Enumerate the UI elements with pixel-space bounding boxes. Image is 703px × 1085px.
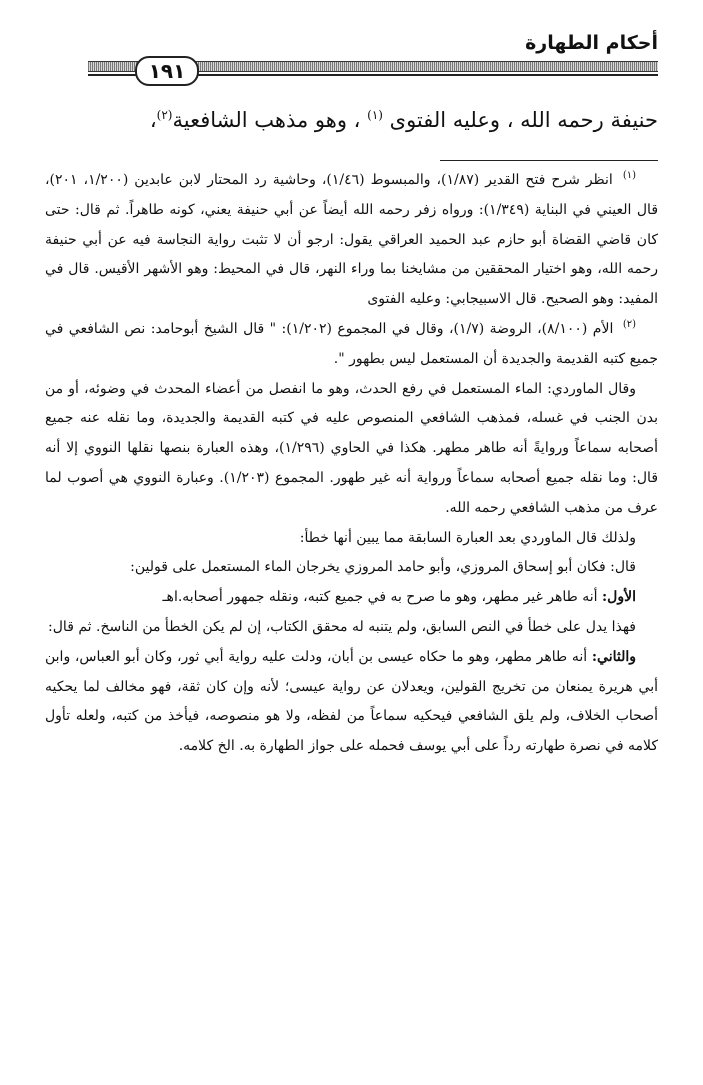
main-text-part-1: حنيفة رحمه الله ، وعليه الفتوى [389,108,658,132]
footnotes-section [45,166,658,762]
paragraph-line: يوسف فحمله على جواز الطهارة به. الخ كلامه. [178,738,447,755]
footnote-1-marker: (١) [622,170,637,182]
paragraph-line: وضوئه، أو من بدن الجنب في غسله، فمذهب الشافعي المنصوص عليه في كتبه القديمة [45,380,659,427]
paragraph-second-opinion [45,643,658,762]
paragraph-line: أنه طاهر مطهر، وهو ما حكاه عيسى بن أبان، ودلت عليه رواية أبي ثور، [177,648,592,665]
paragraph-line: فهذا يدل على خطأ في النص السابق، ولم يتنبه له محقق الكتاب، إن لم يكن الخطأ من [142,618,636,635]
running-header-title: أحكام الطهارة [525,32,658,54]
footnote-2-marker: (٢) [622,319,636,331]
paragraph-line: وكان أبو العباس، وابن أبي هريرة يمنعان من تخريج القولين، ويعدلان عن رواية عيسى؛ لأنه [45,648,658,695]
footnote-line: الاسبيجابي: وعليه الفتوى [367,291,512,308]
footnote-line: مشايخنا بما وراء النهر، قال في المحيط: وهو الأشهر الأقيس. قال في المفيد: وهو الصحيح. قال [45,261,658,308]
paragraph-line: أنه طاهر غير مطهر، وهو ما صرح به في جميع كتبه، ونقله جمهور أصحابه.اهـ [162,589,603,606]
footnote-ref-1: (١) [367,108,383,122]
page-number-badge: ١٩١ [135,56,199,86]
paragraph-line: وقال الماوردي: الماء المستعمل في رفع الحدث، وهو ما انفصل من أعضاء المحدث في [130,380,636,397]
footnote-line: يقول: ارجو أن لا تثبت رواية النجاسة فيه عن أبي حنيفة رحمه الله، وهو اختيار المحققين من [45,231,659,278]
footnote-1 [45,166,658,315]
second-opinion-label: والثاني: [591,648,637,665]
footnote-line: الأم (٨/١٠٠)، الروضة (١/٧)، وقال في المجموع (١/٢٠٢): " قال الشيخ [203,320,614,337]
footnote-separator [440,160,658,161]
paragraph-two-opinions [45,553,658,583]
main-text-part-2: ، وهو مذهب الشافعية [172,108,361,132]
footnote-2 [45,315,658,375]
paragraph-first-opinion [45,583,658,613]
paragraph-line: (١/٢٩٦)، وهذه العبارة بنصها نقلها النووي إلا أنه قال: وما نقله جميع أصحابه سماعاً [45,440,659,486]
footnote-line: انظر شرح فتح القدير (١/٨٧)، والمبسوط (١/٤٦)، وحاشية رد المحتار لابن [178,172,613,188]
paragraph-line: وإن كان ثقة، فهو مخالف لما يحكيه أصحاب الخلاف، ولم يلق الشافعي فيحكيه سماعاً من [45,678,659,725]
paragraph-line: لفظه، ولا هو منصوصه، فيأخذ من كتبه، ولعله تأول كلامه في نصرة طهارته رداً على أبي [45,708,658,755]
paragraph-error-note [45,613,658,643]
first-opinion-label: الأول: [602,589,636,606]
paragraph-line: ورواية أنه غير طهور. المجموع (١/٢٠٣). وعبارة النووي هي أصوب لما عرف من مذهب [45,469,658,516]
footnote-ref-2: (٢) [156,108,173,122]
paragraph-line: قال: فكان أبو إسحاق المروزي، وأبو حامد المروزي يخرجان الماء المستعمل على [172,559,636,576]
paragraph-line: ولذلك قال الماوردي بعد العبارة السابقة مما يبين أنها خطأ: [299,529,636,546]
paragraph-line: الشافعي رحمه الله. [445,499,560,516]
paragraph-mawardi [45,375,658,524]
paragraph-line: قولين: [130,559,168,576]
footnote-line: أبي حنيفة يعني، كونه طاهراً. ثم قال: حتى كان قاضي القضاة أبو حازم عبد الحميد العراقي [45,201,659,248]
footnote-line: عابدين (١/٢٠٠، ٢٠١)، قال العيني في البناية (١/٣٤٩): ورواه زفر رحمه الله أيضاً عن [45,172,659,218]
footnote-line: أبوحامد: نص الشافعي في جميع كتبه القديمة والجديدة أن المستعمل ليس بطهور ". [45,320,658,367]
paragraph-error-intro [45,524,658,554]
main-text-line [45,100,658,135]
paragraph-line: الناسخ. ثم قال: [48,618,138,635]
main-text-part-3: ، [149,108,157,132]
paragraph-line: والجديدة، وما نقله عنه جميع أصحابه سماعاً وروايةً أنه طاهر مطهر. هكذا في الحاوي [45,410,659,457]
